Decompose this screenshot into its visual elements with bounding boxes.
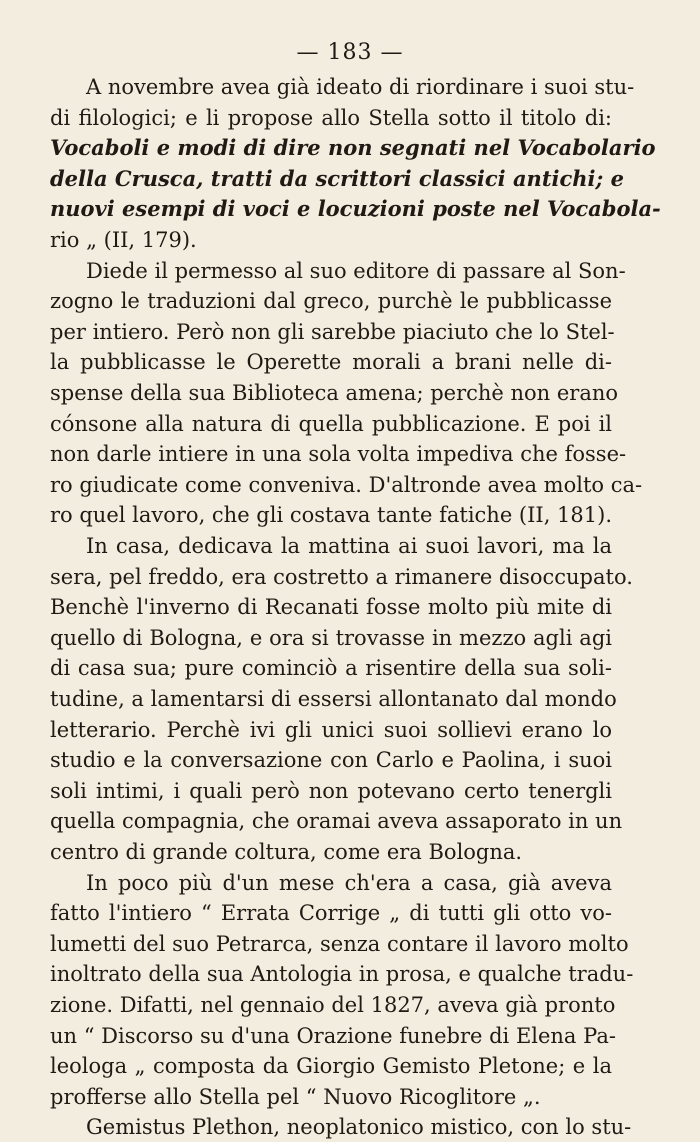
text-line: la pubblicasse le Operette morali a brani nelle di- (50, 350, 612, 375)
text-line: della Crusca, tratti da scrittori classici antichi; e (50, 165, 624, 191)
text-line: centro di grande coltura, come era Bologna. (50, 840, 523, 864)
text-line: ro giudicate come conveniva. D'altronde avea molto ca- (50, 472, 643, 497)
text-line: nuovi esempi di voci e locuzioni poste nel Vocabola- (50, 196, 661, 222)
text-line: In casa, dedicava la mattina ai suoi lavori, ma la (86, 534, 612, 558)
text-line: ro quel lavoro, che gli costava tante fatiche (II, 181). (50, 503, 613, 528)
text-line: rio „ (II, 179). (50, 228, 197, 252)
text-line: zione. Difatti, nel gennaio del 1827, aveva già pronto (50, 993, 616, 1017)
text-line: tudine, a lamentarsi di essersi allontanato dal mondo (50, 687, 617, 711)
text-line: letterario. Perchè ivi gli unici suoi sollievi erano lo (50, 717, 612, 742)
page-number: — 183 — (296, 40, 404, 65)
text-line: di casa sua; pure cominciò a risentire della sua soli- (50, 656, 612, 681)
text-line: In poco più d'un mese ch'era a casa, già aveva (86, 870, 612, 895)
text-line: cónsone alla natura di quella pubblicazione. E poi il (50, 411, 612, 436)
text-line: Vocaboli e modi di dire non segnati nel Vocabolario (50, 135, 656, 161)
text-line: zogno le traduzioni dal greco, purchè le pubblicasse (50, 289, 612, 314)
text-line: A novembre avea già ideato di riordinare i suoi stu- (86, 75, 635, 99)
text-line: spense della sua Biblioteca amena; perchè non erano (50, 381, 619, 405)
text-line: fatto l'intiero “ Errata Corrige „ di tutti gli otto vo- (50, 901, 612, 926)
text-line: Diede il permesso al suo editore di passare al Son- (86, 258, 626, 283)
text-line: sera, pel freddo, era costretto a rimanere disoccupato. (50, 564, 633, 589)
text-line: quella compagnia, che oramai aveva assaporato in un (50, 809, 623, 834)
text-line: lumetti del suo Petrarca, senza contare il lavoro molto (50, 931, 629, 956)
text-line: per intiero. Però non gli sarebbe piaciuto che lo Stel- (50, 319, 615, 344)
text-line: inoltrato della sua Antologia in prosa, e qualche tradu- (50, 962, 634, 987)
text-line: soli intimi, i quali però non potevano certo tenergli (50, 778, 612, 803)
text-line: di filologici; e li propose allo Stella sotto il titolo di: (50, 105, 612, 130)
text-line: un “ Discorso su d'una Orazione funebre di Elena Pa- (50, 1023, 616, 1048)
text-line: leologa „ composta da Giorgio Gemisto Pletone; e la (50, 1054, 612, 1079)
text-line: profferse allo Stella pel “ Nuovo Ricoglitore „. (50, 1084, 541, 1109)
text-line: Benchè l'inverno di Recanati fosse molto più mite di (50, 595, 612, 620)
text-line: studio e la conversazione con Carlo e Paolina, i suoi (50, 748, 612, 773)
text-line: Gemistus Plethon, neoplatonico mistico, con lo stu- (86, 1115, 632, 1140)
text-line: non darle intiere in una sola volta impediva che fosse- (50, 442, 627, 467)
text-line: quello di Bologna, e ora si trovasse in mezzo agli agi (50, 625, 612, 650)
